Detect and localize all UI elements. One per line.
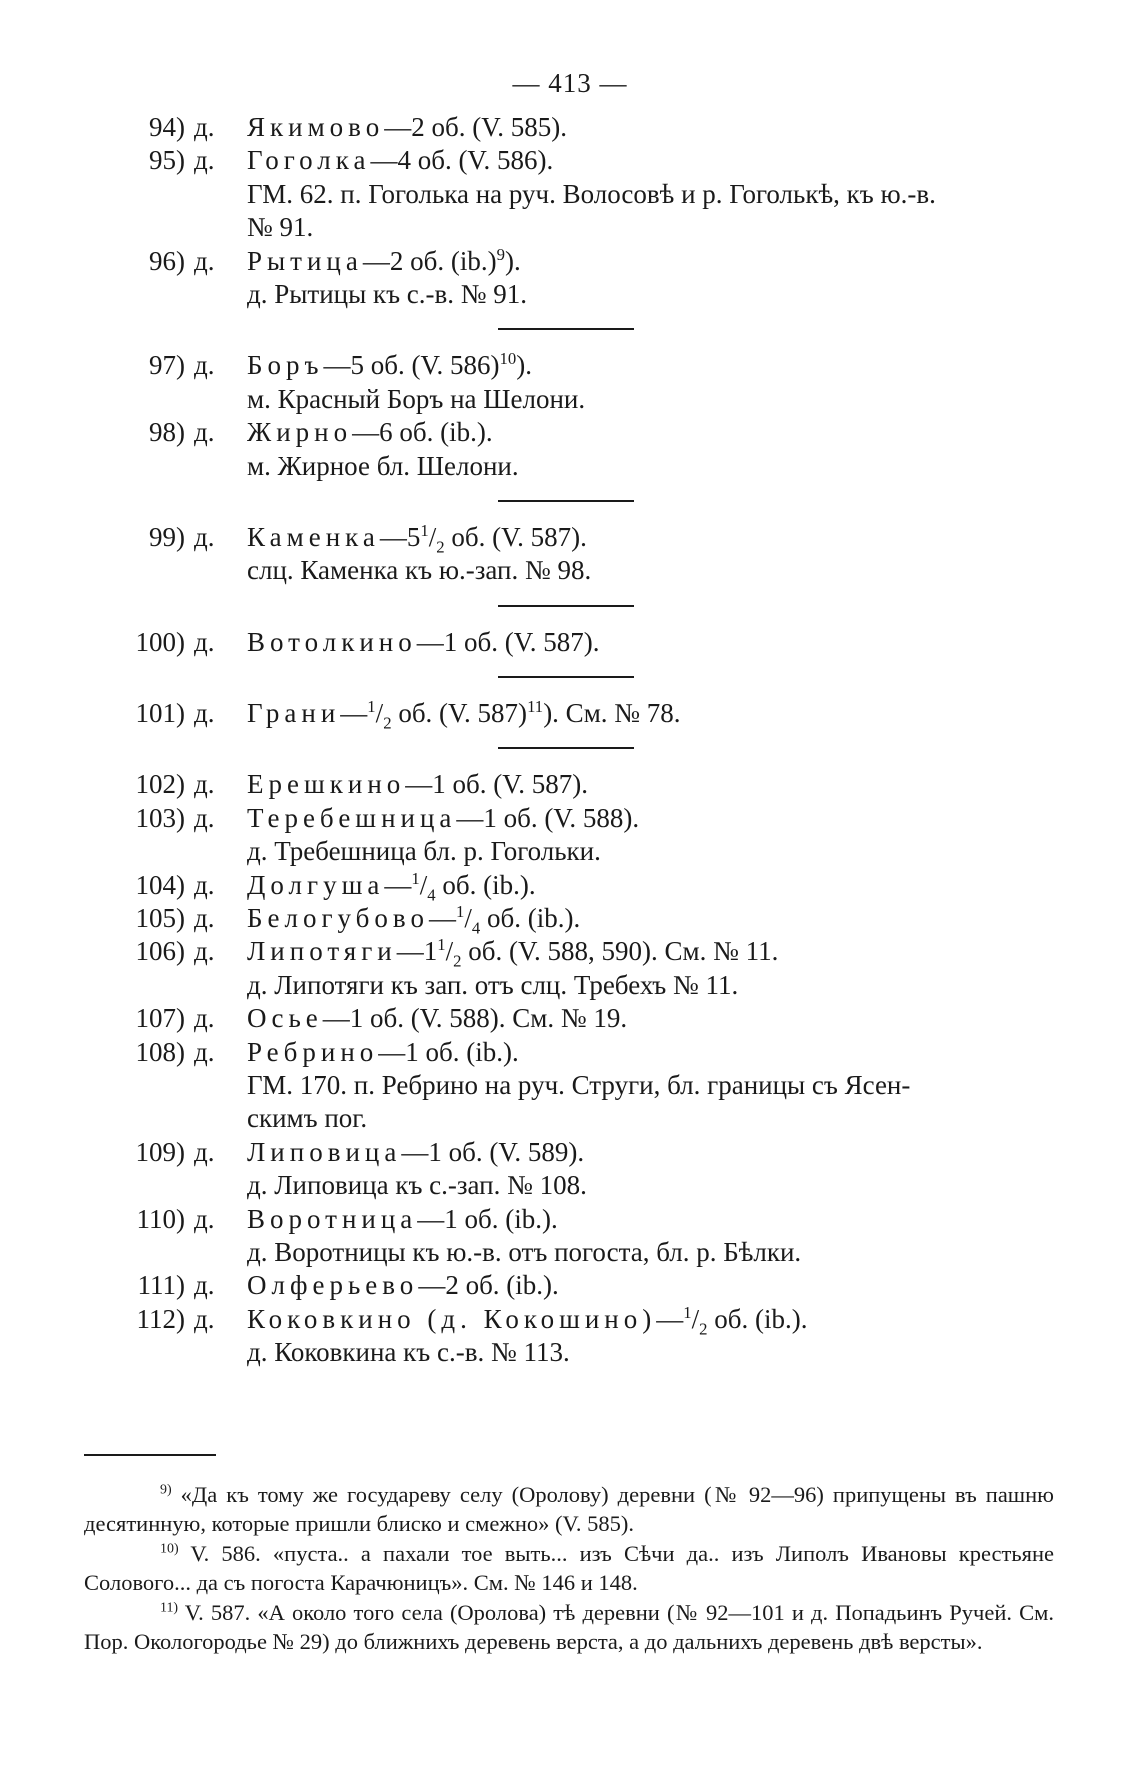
entry-note: д. Воротницы къ ю.-в. отъ погоста, бл. р. Бѣлки. (247, 1236, 802, 1267)
fraction: $^1/_2$ (420, 520, 445, 557)
entry-text (247, 868, 536, 905)
fraction-numerator: 1 (437, 935, 446, 955)
entry-prefix: д. (194, 417, 215, 448)
separator-rule (498, 747, 634, 749)
separator-row (0, 312, 1140, 350)
entry-count: —2 об. (ib.) (362, 245, 497, 276)
entry-number: 107) (135, 1003, 185, 1034)
entry-text (247, 1204, 558, 1235)
entry-text (247, 803, 639, 834)
separator-row (0, 484, 1140, 522)
village-name: Белогубово (247, 903, 429, 934)
entry-row (0, 870, 1140, 903)
entry-number: 112) (136, 1303, 185, 1334)
entry-prefix: д. (194, 1270, 215, 1301)
separator-rule (498, 676, 634, 678)
entry-continuation (0, 212, 1140, 245)
entry-number: 94) (149, 112, 185, 142)
footnote-ref: 9 (496, 244, 505, 264)
entry-continuation (0, 179, 1140, 212)
fraction-numerator: 1 (420, 520, 429, 540)
entry-source: об. (ib.). (435, 869, 536, 900)
entry-prefix: д. (194, 1136, 215, 1167)
fraction: $^1/_4$ (411, 868, 436, 905)
separator-row (0, 589, 1140, 627)
entry-row (0, 522, 1140, 555)
entry-continuation (0, 384, 1140, 417)
entry-prefix: д. (194, 112, 215, 142)
entry-continuation (0, 1103, 1140, 1136)
footnote-ref: 10 (499, 349, 517, 369)
entry-number: 108) (135, 1036, 185, 1067)
separator-rule (498, 500, 634, 502)
footnote-ref: 11 (527, 697, 544, 717)
village-name: Осье (247, 1003, 323, 1034)
entry-prefix: д. (194, 626, 215, 657)
footnote (84, 1539, 1054, 1597)
entry-prefix: д. (194, 936, 215, 967)
fraction: $^1/_4$ (455, 902, 481, 938)
separator-row (0, 731, 1140, 769)
fraction-denominator: 2 (436, 537, 445, 557)
entry-note: м. Жирное бл. Шелони. (247, 450, 519, 481)
entry-row (0, 769, 1140, 802)
fraction-denominator: 2 (699, 1319, 708, 1339)
entry-note: ГМ. 170. п. Ребрино на руч. Струги, бл. границы съ Ясен- (247, 1069, 911, 1100)
entry-row (0, 417, 1140, 450)
entry-prefix: д. (194, 1036, 215, 1067)
footnote-mark: 10) (160, 1541, 179, 1557)
village-name: Липотяги (247, 936, 397, 967)
entry-row (0, 1003, 1140, 1036)
entry-number: 98) (149, 417, 185, 448)
entry-prefix: д. (194, 869, 215, 900)
entry-prefix: д. (194, 1303, 215, 1334)
fraction: $^1/_2$ (367, 697, 392, 733)
entry-text (247, 627, 599, 658)
entry-number: 99) (149, 521, 185, 552)
entry-row (0, 112, 1140, 145)
entry-count: —1 об. (ib.). (378, 1036, 519, 1067)
village-name: Вотолкино (247, 626, 417, 657)
entry-count: —1 об. (V. 588). (456, 802, 640, 833)
entry-number: 105) (135, 903, 185, 934)
entry-count: —2 об. (ib.). (418, 1270, 559, 1301)
entry-count: —6 об. (ib.). (352, 417, 493, 448)
separator-rule (498, 605, 634, 607)
village-name: Липовица (247, 1136, 402, 1167)
entry-source: об. (V. 588, 590). См. № 11. (461, 936, 779, 967)
village-name: Гоголка (247, 145, 371, 176)
village-name: Теребешница (247, 802, 457, 833)
entry-continuation (0, 1070, 1140, 1103)
entry-text (247, 769, 588, 800)
village-name: Жирно (247, 417, 353, 448)
entry-text (247, 697, 681, 733)
entry-note: ГМ. 62. п. Гоголька на руч. Волосовѣ и р. Гоголькѣ, къ ю.-в. (247, 178, 936, 209)
entry-note: скимъ пог. (247, 1103, 368, 1134)
entry-count: —2 об. (V. 585). (384, 112, 567, 142)
entry-row (0, 350, 1140, 383)
footnote-text: V. 587. «А около того села (Оролова) тѣ деревни (№ 92—101 и д. Попадьинъ Ручей. См. Пор. Окологородье № 29) до ближнихъ деревень верста, а до дальнихъ деревень двѣ версты». (84, 1600, 1054, 1654)
entry-text (247, 350, 532, 381)
entry-source: об. (V. 587). (444, 521, 587, 552)
entry-count: —5 (379, 521, 421, 552)
entry-source: об. (ib.). (707, 1303, 808, 1334)
entry-text (247, 145, 553, 176)
fraction-denominator: 2 (383, 713, 392, 733)
village-name: Боръ (247, 350, 324, 381)
entry-count: —5 об. (V. 586) (323, 350, 500, 381)
entry-number: 101) (135, 698, 185, 729)
entry-row (0, 1037, 1140, 1070)
entry-row (0, 803, 1140, 836)
entry-note: д. Липотяги къ зап. отъ слц. Требехъ № 11. (247, 969, 739, 1000)
entry-number: 95) (149, 145, 185, 176)
footnote-mark: 11) (160, 1600, 179, 1616)
page-number: — 413 — (512, 68, 628, 98)
entry-row (0, 903, 1140, 936)
entry-text (247, 112, 567, 143)
entry-prefix: д. (194, 1203, 215, 1234)
entry-prefix: д. (194, 145, 215, 176)
fraction: $^1/_2$ (437, 935, 462, 971)
entry-row (0, 1204, 1140, 1237)
entry-prefix: д. (194, 350, 215, 381)
entry-count: —1 об. (V. 587). (416, 626, 600, 657)
entry-row (0, 145, 1140, 178)
entry-continuation (0, 836, 1140, 869)
entry-source-tail: ). См. № 78. (543, 698, 681, 729)
entry-text (247, 1037, 519, 1068)
footnote-text: «Да къ тому же государеву селу (Оролову) деревни (№ 92—96) припущены въ пашню десятинную, которые пришли блиско и смежно» (V. 585). (84, 1482, 1054, 1536)
separator-row (0, 660, 1140, 698)
entry-note: д. Липовица къ с.-зап. № 108. (247, 1170, 587, 1201)
entry-prefix: д. (194, 903, 215, 934)
entry-note: д. Коковкина къ с.-в. № 113. (247, 1337, 570, 1368)
entry-count: —1 об. (ib.). (417, 1203, 558, 1234)
entry-continuation (0, 555, 1140, 588)
entry-prefix: д. (194, 245, 215, 276)
fraction-denominator: 4 (471, 918, 481, 938)
entry-text (247, 935, 779, 971)
fraction: $^1/_2$ (683, 1302, 708, 1339)
entry-row (0, 698, 1140, 731)
footnote (84, 1480, 1054, 1538)
entry-text (247, 1302, 808, 1339)
entry-number: 111) (137, 1270, 185, 1301)
entry-count: —1 об. (V. 588). См. № 19. (322, 1003, 628, 1034)
entry-continuation (0, 970, 1140, 1003)
entry-number: 110) (136, 1203, 185, 1234)
fraction-numerator: 1 (455, 902, 465, 922)
entry-source: об. (ib.). (480, 903, 581, 934)
entry-source: об. (V. 587) (391, 698, 528, 729)
entry-text (247, 520, 587, 557)
entry-source-tail: ). (516, 350, 532, 381)
entry-count: —1 об. (V. 589). (401, 1136, 585, 1167)
entry-row (0, 1137, 1140, 1170)
entry-list (0, 112, 1140, 1371)
footnote-mark: 9) (160, 1482, 172, 1498)
village-name: Коковкино (д. Кокошино) (247, 1303, 657, 1334)
footnote-rule (84, 1454, 216, 1456)
entry-count: —4 об. (V. 586). (370, 145, 554, 176)
village-name: Ребрино (247, 1036, 379, 1067)
fraction-numerator: 1 (683, 1302, 692, 1322)
entry-row (0, 1304, 1140, 1337)
entry-continuation (0, 451, 1140, 484)
village-name: Воротница (247, 1203, 418, 1234)
entry-continuation (0, 1170, 1140, 1203)
entry-number: 104) (135, 869, 185, 900)
entry-row (0, 246, 1140, 279)
entry-prefix: д. (194, 1003, 215, 1034)
village-name: Грани (247, 698, 341, 729)
entry-number: 100) (135, 626, 185, 657)
footnote-text: V. 586. «пуста.. а пахали тое выть... изъ Сѣчи да.. изъ Липолъ Ивановы крестьяне Солового... да съ погоста Карачюницъ». См. № 146 и 148. (84, 1541, 1054, 1595)
entry-source-tail: ). (504, 245, 521, 276)
entry-note: д. Рытицы къ с.-в. № 91. (247, 278, 528, 309)
entry-prefix: д. (194, 802, 215, 833)
fraction-numerator: 1 (411, 868, 420, 888)
entry-number: 102) (135, 769, 185, 800)
fraction-denominator: 2 (453, 951, 462, 971)
fraction-denominator: 4 (427, 885, 436, 905)
separator-rule (498, 328, 634, 330)
entry-text (247, 902, 581, 938)
entry-note: д. Требешница бл. р. Гогольки. (247, 836, 601, 867)
entry-text (247, 1270, 559, 1301)
entry-count: —1 об. (V. 587). (405, 769, 589, 800)
entry-number: 103) (135, 802, 185, 833)
entry-number: 96) (149, 245, 185, 276)
entry-count: —1 (396, 936, 438, 967)
entry-continuation (0, 1237, 1140, 1270)
entry-count: — (384, 869, 412, 900)
entry-number: 106) (135, 936, 185, 967)
entry-count: — (656, 1303, 684, 1334)
entry-note: м. Красный Боръ на Шелони. (247, 383, 586, 414)
village-name: Олферьево (247, 1270, 419, 1301)
village-name: Каменка (247, 521, 380, 552)
entry-count: — (428, 903, 456, 934)
entry-text (247, 246, 521, 277)
entry-prefix: д. (194, 769, 215, 800)
entry-row (0, 936, 1140, 969)
entry-note: № 91. (247, 212, 314, 243)
entry-row (0, 1270, 1140, 1303)
entry-prefix: д. (194, 698, 215, 729)
entry-number: 109) (135, 1136, 185, 1167)
entry-continuation (0, 279, 1140, 312)
entry-row (0, 627, 1140, 660)
fraction-numerator: 1 (367, 697, 376, 717)
entry-text (247, 1003, 627, 1034)
footnotes (84, 1480, 1054, 1657)
village-name: Якимово (247, 112, 385, 142)
village-name: Рытица (247, 245, 363, 276)
entry-number: 97) (149, 350, 185, 381)
entry-note: слц. Каменка къ ю.-зап. № 98. (247, 555, 592, 586)
entry-count: — (340, 698, 368, 729)
entry-continuation (0, 1337, 1140, 1370)
footnote (84, 1598, 1054, 1656)
entry-prefix: д. (194, 521, 215, 552)
village-name: Долгуша (247, 869, 385, 900)
entry-text (247, 1137, 584, 1168)
entry-text (247, 417, 493, 448)
village-name: Ерешкино (247, 769, 406, 800)
